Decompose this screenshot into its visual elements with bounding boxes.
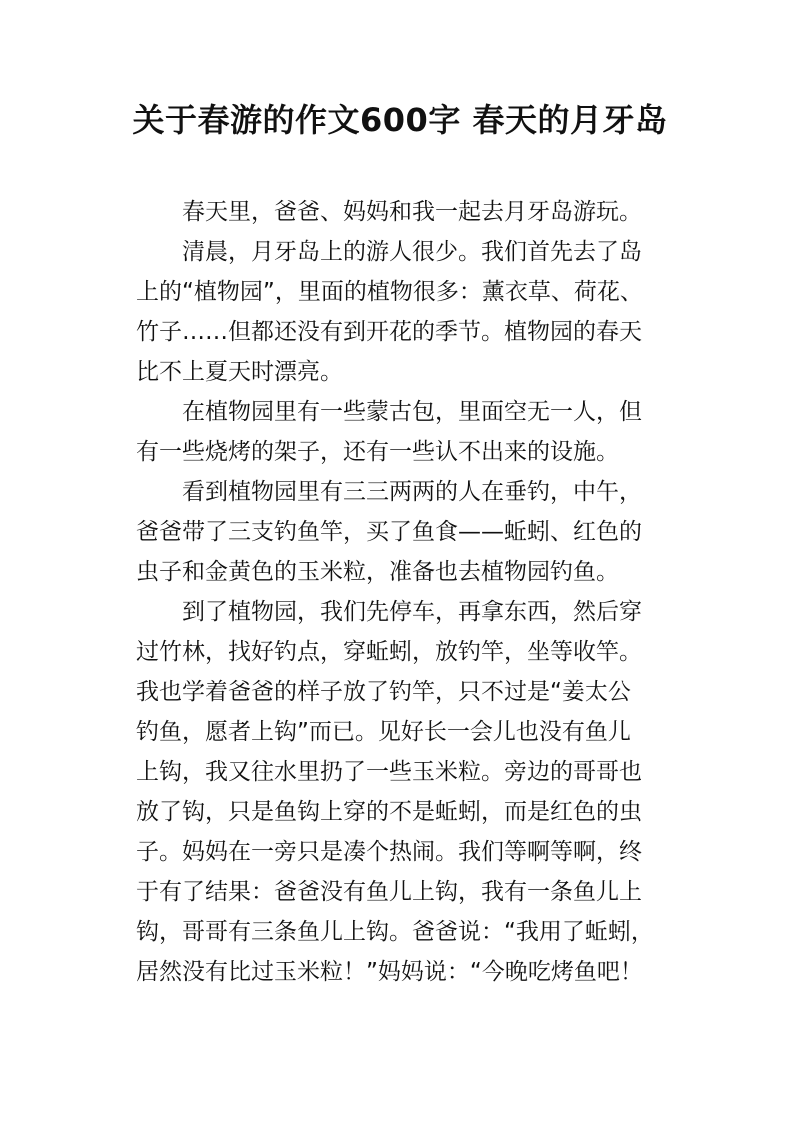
document-title: 关于春游的作文600字 春天的月牙岛	[132, 101, 668, 139]
paragraph-line: 竹子……但都还没有到开花的季节。植物园的春天	[136, 319, 642, 345]
paragraph-line: 春天里，爸爸、妈妈和我一起去月牙岛游玩。	[182, 199, 642, 225]
paragraph-line: 钓鱼，愿者上钩”而已。见好长一会儿也没有鱼儿	[136, 719, 631, 745]
paragraph-line: 爸爸带了三支钓鱼竿，买了鱼食——蚯蚓、红色的	[136, 519, 642, 545]
paragraph-line: 上钩，我又往水里扔了一些玉米粒。旁边的哥哥也	[136, 759, 642, 785]
paragraph-line: 有一些烧烤的架子，还有一些认不出来的设施。	[136, 439, 619, 465]
paragraph-line: 在植物园里有一些蒙古包，里面空无一人，但	[182, 399, 642, 425]
paragraph-line: 于有了结果：爸爸没有鱼儿上钩，我有一条鱼儿上	[136, 879, 642, 905]
paragraph-line: 上的“植物园”，里面的植物很多：薰衣草、荷花、	[136, 279, 643, 305]
paragraph-line: 我也学着爸爸的样子放了钓竿，只不过是“姜太公	[136, 679, 631, 705]
paragraph-line: 到了植物园，我们先停车，再拿东西，然后穿	[182, 599, 642, 625]
paragraph-line: 过竹林，找好钓点，穿蚯蚓，放钓竿，坐等收竿。	[136, 639, 642, 665]
paragraph-line: 放了钩，只是鱼钩上穿的不是蚯蚓，而是红色的虫	[136, 799, 642, 825]
paragraph-line: 居然没有比过玉米粒！”妈妈说：“今晚吃烤鱼吧！	[136, 959, 643, 985]
paragraph-line: 虫子和金黄色的玉米粒，准备也去植物园钓鱼。	[136, 559, 619, 585]
paragraph-line: 清晨，月牙岛上的游人很少。我们首先去了岛	[182, 239, 642, 265]
paragraph-line: 子。妈妈在一旁只是凑个热闹。我们等啊等啊，终	[136, 839, 642, 865]
essay-body	[136, 192, 681, 992]
paragraph-line: 比不上夏天时漂亮。	[136, 359, 343, 385]
paragraph-line: 看到植物园里有三三两两的人在垂钓，中午，	[182, 479, 642, 505]
paragraph-line: 钩，哥哥有三条鱼儿上钩。爸爸说：“我用了蚯蚓，	[136, 919, 654, 945]
